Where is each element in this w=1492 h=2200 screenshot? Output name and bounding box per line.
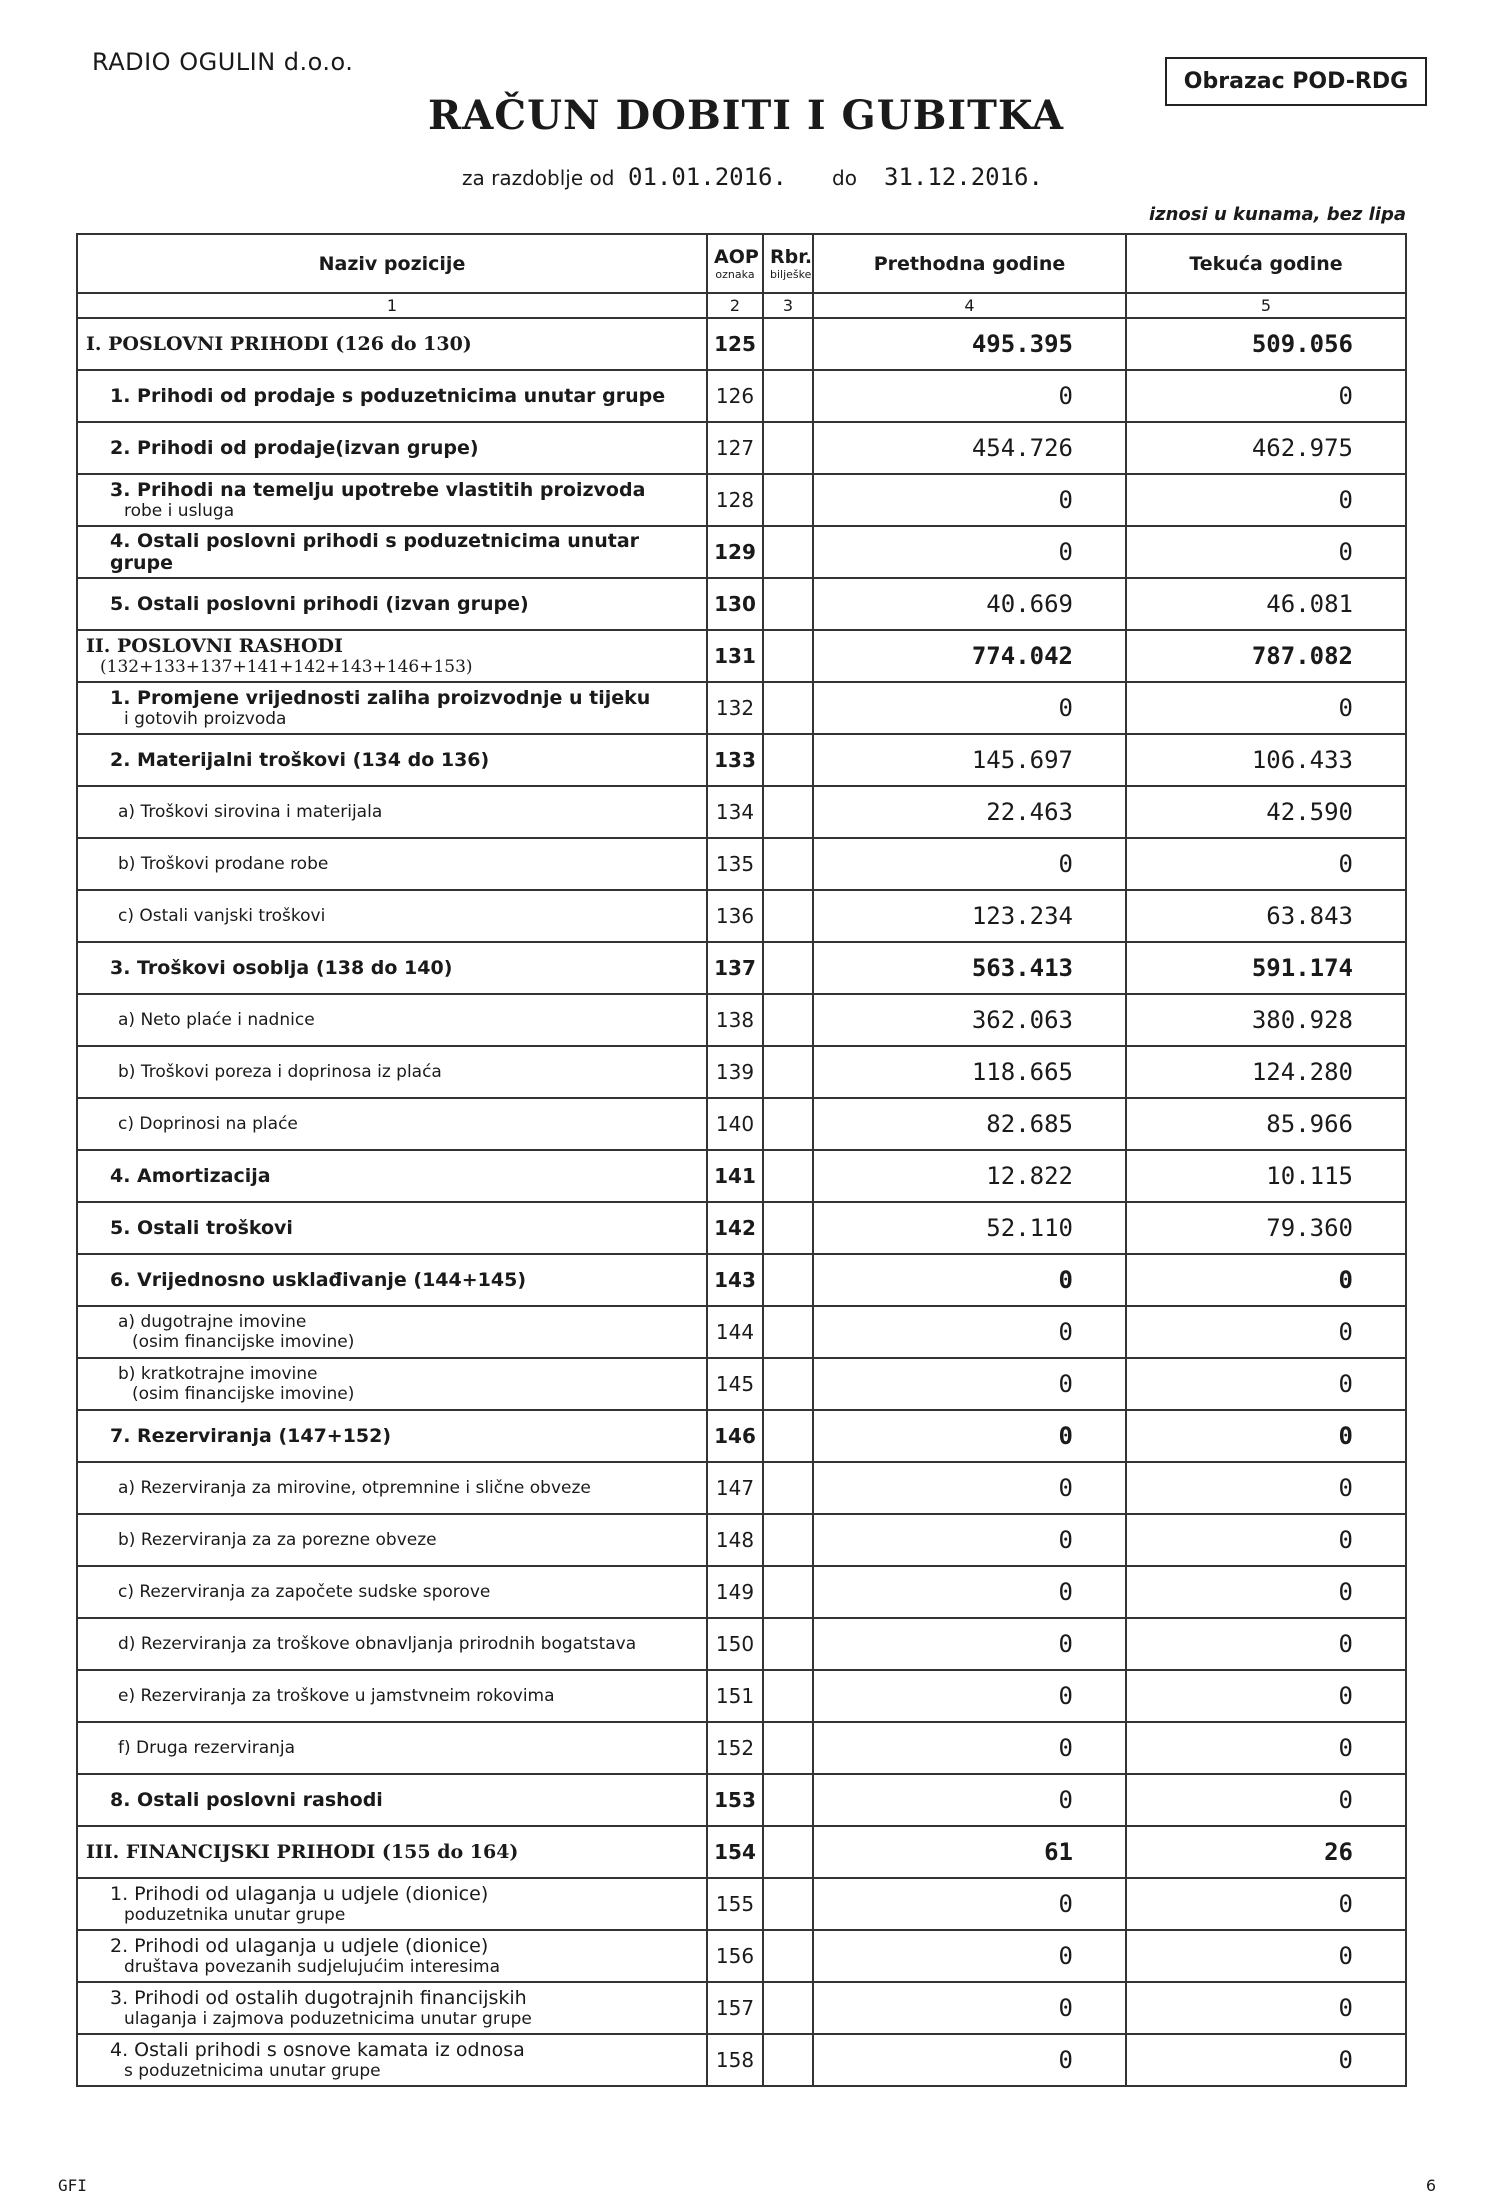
table-row [77,1930,1406,1982]
position-name [77,1826,707,1878]
position-name-line1: 8. Ostali poslovni rashodi [110,1789,383,1811]
prev-year-value: 145.697 [813,734,1126,786]
aop-code: 126 [707,370,763,422]
note-number [763,1254,813,1306]
position-name [77,1514,707,1566]
table-row [77,578,1406,630]
aop-code: 142 [707,1202,763,1254]
aop-code: 140 [707,1098,763,1150]
note-number [763,1358,813,1410]
position-name [77,2034,707,2086]
note-number [763,578,813,630]
prev-year-value: 12.822 [813,1150,1126,1202]
position-name-line1: 1. Prihodi od ulaganja u udjele (dionice) [110,1883,489,1905]
table-row [77,1306,1406,1358]
prev-year-value: 0 [813,1982,1126,2034]
curr-year-value: 591.174 [1126,942,1406,994]
position-name [77,1462,707,1514]
position-name-line1: f) Druga rezerviranja [118,1738,296,1758]
table-row [77,526,1406,578]
position-name-line1: III. FINANCIJSKI PRIHODI (155 do 164) [86,1841,519,1863]
position-name [77,942,707,994]
aop-code: 156 [707,1930,763,1982]
aop-code: 141 [707,1150,763,1202]
curr-year-value: 0 [1126,474,1406,526]
period-to-label: do [832,166,857,190]
prev-year-value: 454.726 [813,422,1126,474]
prev-year-value: 22.463 [813,786,1126,838]
note-number [763,1410,813,1462]
position-name [77,1306,707,1358]
note-number [763,1462,813,1514]
curr-year-value: 63.843 [1126,890,1406,942]
position-name [77,1202,707,1254]
curr-year-value: 10.115 [1126,1150,1406,1202]
aop-code: 137 [707,942,763,994]
table-row [77,890,1406,942]
position-name-line1: 5. Ostali poslovni prihodi (izvan grupe) [110,593,529,615]
form-label-box: Obrazac POD-RDG [1165,57,1427,106]
aop-code: 148 [707,1514,763,1566]
note-number [763,1878,813,1930]
prev-year-value: 0 [813,1306,1126,1358]
prev-year-value: 0 [813,1670,1126,1722]
prev-year-value: 0 [813,1722,1126,1774]
col-number-4: 4 [813,293,1126,318]
prev-year-value: 0 [813,370,1126,422]
note-number [763,994,813,1046]
header-curr-year: Tekuća godine [1126,234,1406,293]
table-row [77,2034,1406,2086]
table-row [77,1202,1406,1254]
aop-code: 132 [707,682,763,734]
position-name-line1: 2. Prihodi od prodaje(izvan grupe) [110,437,479,459]
prev-year-value: 563.413 [813,942,1126,994]
table-row [77,370,1406,422]
curr-year-value: 46.081 [1126,578,1406,630]
position-name-line2: (132+133+137+141+142+143+146+153) [100,657,473,677]
prev-year-value: 0 [813,1618,1126,1670]
table-row [77,1254,1406,1306]
table-row [77,474,1406,526]
position-name [77,1930,707,1982]
header-rbr-sub: bilješke [770,268,812,281]
income-statement-table [76,233,1407,2087]
note-number [763,1098,813,1150]
table-row [77,682,1406,734]
note-number [763,1566,813,1618]
position-name-line1: c) Rezerviranja za započete sudske sporove [118,1582,491,1602]
position-name-line2: poduzetnika unutar grupe [124,1905,346,1925]
curr-year-value: 787.082 [1126,630,1406,682]
header-aop [707,234,763,293]
table-row [77,630,1406,682]
note-number [763,526,813,578]
prev-year-value: 40.669 [813,578,1126,630]
note-number [763,682,813,734]
table-row [77,1566,1406,1618]
position-name-line1: 1. Promjene vrijednosti zaliha proizvodnje u tijeku [110,687,651,709]
table-row [77,1098,1406,1150]
note-number [763,1202,813,1254]
aop-code: 136 [707,890,763,942]
header-rbr-label: Rbr. [770,246,813,268]
aop-code: 151 [707,1670,763,1722]
aop-code: 155 [707,1878,763,1930]
note-number [763,318,813,370]
table-row [77,838,1406,890]
aop-code: 133 [707,734,763,786]
aop-code: 130 [707,578,763,630]
aop-code: 152 [707,1722,763,1774]
position-name [77,422,707,474]
col-number-3: 3 [763,293,813,318]
table-row [77,1514,1406,1566]
prev-year-value: 362.063 [813,994,1126,1046]
position-name-line1: a) dugotrajne imovine [118,1312,307,1332]
note-number [763,1826,813,1878]
position-name-line1: 1. Prihodi od prodaje s poduzetnicima unutar grupe [110,385,666,407]
table-row [77,994,1406,1046]
position-name [77,1150,707,1202]
header-name: Naziv pozicije [77,234,707,293]
position-name-line1: 6. Vrijednosno usklađivanje (144+145) [110,1269,526,1291]
curr-year-value: 0 [1126,682,1406,734]
position-name-line1: 3. Troškovi osoblja (138 do 140) [110,957,453,979]
header-rbr [763,234,813,293]
curr-year-value: 85.966 [1126,1098,1406,1150]
note-number [763,1982,813,2034]
curr-year-value: 0 [1126,838,1406,890]
company-name: RADIO OGULIN d.o.o. [92,48,354,76]
col-number-2: 2 [707,293,763,318]
prev-year-value: 0 [813,838,1126,890]
table-row [77,1046,1406,1098]
note-number [763,1306,813,1358]
table-row [77,1878,1406,1930]
prev-year-value: 0 [813,1254,1126,1306]
aop-code: 154 [707,1826,763,1878]
note-number [763,838,813,890]
position-name [77,1982,707,2034]
curr-year-value: 0 [1126,1462,1406,1514]
table-row [77,1774,1406,1826]
position-name [77,734,707,786]
aop-code: 144 [707,1306,763,1358]
position-name-line1: II. POSLOVNI RASHODI [86,635,343,657]
note-number [763,1150,813,1202]
date-to-value: 31.12.2016. [884,163,1043,191]
units-note: iznosi u kunama, bez lipa [1148,204,1406,225]
position-name-line1: 5. Ostali troškovi [110,1217,293,1239]
curr-year-value: 0 [1126,2034,1406,2086]
table-row [77,734,1406,786]
position-name-line1: b) Troškovi poreza i doprinosa iz plaća [118,1062,442,1082]
curr-year-value: 509.056 [1126,318,1406,370]
note-number [763,1670,813,1722]
curr-year-value: 0 [1126,1566,1406,1618]
curr-year-value: 106.433 [1126,734,1406,786]
position-name [77,786,707,838]
table-row [77,786,1406,838]
footer-page-number: 6 [1425,2176,1436,2195]
aop-code: 146 [707,1410,763,1462]
position-name-line1: 3. Prihodi od ostalih dugotrajnih financijskih [110,1987,527,2009]
curr-year-value: 0 [1126,370,1406,422]
position-name [77,1774,707,1826]
position-name [77,1566,707,1618]
table-row [77,422,1406,474]
table-row [77,1826,1406,1878]
prev-year-value: 495.395 [813,318,1126,370]
note-number [763,1722,813,1774]
position-name [77,890,707,942]
table-row [77,318,1406,370]
position-name [77,578,707,630]
position-name-line1: b) kratkotrajne imovine [118,1364,318,1384]
curr-year-value: 124.280 [1126,1046,1406,1098]
curr-year-value: 0 [1126,1878,1406,1930]
curr-year-value: 462.975 [1126,422,1406,474]
note-number [763,370,813,422]
curr-year-value: 0 [1126,1358,1406,1410]
table-row [77,1462,1406,1514]
curr-year-value: 0 [1126,526,1406,578]
position-name [77,1254,707,1306]
aop-code: 149 [707,1566,763,1618]
curr-year-value: 0 [1126,1670,1406,1722]
position-name-line1: 4. Ostali poslovni prihodi s poduzetnicima unutar grupe [110,530,640,574]
table-row [77,1722,1406,1774]
period-label: za razdoblje od [462,166,615,190]
position-name [77,1358,707,1410]
note-number [763,786,813,838]
position-name [77,474,707,526]
prev-year-value: 61 [813,1826,1126,1878]
position-name [77,838,707,890]
prev-year-value: 123.234 [813,890,1126,942]
note-number [763,630,813,682]
position-name [77,1098,707,1150]
note-number [763,942,813,994]
position-name-line1: 4. Amortizacija [110,1165,271,1187]
note-number [763,890,813,942]
prev-year-value: 52.110 [813,1202,1126,1254]
aop-code: 139 [707,1046,763,1098]
aop-code: 150 [707,1618,763,1670]
position-name-line1: I. POSLOVNI PRIHODI (126 do 130) [86,333,472,355]
table-row [77,942,1406,994]
curr-year-value: 0 [1126,1982,1406,2034]
note-number [763,1514,813,1566]
position-name [77,1046,707,1098]
prev-year-value: 0 [813,1566,1126,1618]
aop-code: 134 [707,786,763,838]
prev-year-value: 774.042 [813,630,1126,682]
col-number-1: 1 [77,293,707,318]
position-name [77,630,707,682]
position-name-line2: robe i usluga [124,501,235,521]
position-name [77,1878,707,1930]
prev-year-value: 0 [813,1462,1126,1514]
position-name [77,370,707,422]
position-name [77,1410,707,1462]
prev-year-value: 0 [813,474,1126,526]
note-number [763,1618,813,1670]
position-name [77,526,707,578]
position-name-line2: (osim financijske imovine) [132,1332,355,1352]
aop-code: 128 [707,474,763,526]
aop-code: 143 [707,1254,763,1306]
prev-year-value: 0 [813,1930,1126,1982]
position-name-line1: 3. Prihodi na temelju upotrebe vlastitih proizvoda [110,479,646,501]
aop-code: 158 [707,2034,763,2086]
position-name-line2: i gotovih proizvoda [124,709,287,729]
position-name-line1: 2. Materijalni troškovi (134 do 136) [110,749,490,771]
position-name-line2: društava povezanih sudjelujućim interesima [124,1957,500,1977]
prev-year-value: 0 [813,1410,1126,1462]
curr-year-value: 0 [1126,1618,1406,1670]
position-name-line1: b) Rezerviranja za za porezne obveze [118,1530,437,1550]
position-name-line2: s poduzetnicima unutar grupe [124,2061,381,2081]
prev-year-value: 0 [813,526,1126,578]
position-name [77,1722,707,1774]
prev-year-value: 0 [813,682,1126,734]
curr-year-value: 0 [1126,1514,1406,1566]
position-name [77,318,707,370]
curr-year-value: 0 [1126,1254,1406,1306]
position-name-line1: 2. Prihodi od ulaganja u udjele (dionice) [110,1935,489,1957]
aop-code: 147 [707,1462,763,1514]
curr-year-value: 42.590 [1126,786,1406,838]
curr-year-value: 380.928 [1126,994,1406,1046]
position-name-line1: c) Ostali vanjski troškovi [118,906,326,926]
col-number-5: 5 [1126,293,1406,318]
curr-year-value: 79.360 [1126,1202,1406,1254]
note-number [763,1046,813,1098]
table-row [77,1618,1406,1670]
header-prev-year: Prethodna godine [813,234,1126,293]
note-number [763,734,813,786]
date-from-value: 01.01.2016. [628,163,787,191]
note-number [763,422,813,474]
curr-year-value: 0 [1126,1774,1406,1826]
prev-year-value: 0 [813,2034,1126,2086]
prev-year-value: 0 [813,1774,1126,1826]
position-name [77,1670,707,1722]
prev-year-value: 0 [813,1514,1126,1566]
header-aop-sub: oznaka [715,268,755,281]
position-name-line1: a) Neto plaće i nadnice [118,1010,315,1030]
position-name-line1: a) Troškovi sirovina i materijala [118,802,383,822]
note-number [763,2034,813,2086]
note-number [763,1930,813,1982]
prev-year-value: 0 [813,1878,1126,1930]
position-name [77,682,707,734]
aop-code: 157 [707,1982,763,2034]
aop-code: 138 [707,994,763,1046]
table-row [77,1670,1406,1722]
aop-code: 129 [707,526,763,578]
prev-year-value: 82.685 [813,1098,1126,1150]
aop-code: 135 [707,838,763,890]
position-name-line1: c) Doprinosi na plaće [118,1114,298,1134]
aop-code: 145 [707,1358,763,1410]
note-number [763,474,813,526]
aop-code: 131 [707,630,763,682]
footer-form-code: GFI [58,2176,87,2195]
table-row [77,1358,1406,1410]
position-name-line1: b) Troškovi prodane robe [118,854,329,874]
curr-year-value: 0 [1126,1410,1406,1462]
date-to [884,163,1043,191]
document-title: RAČUN DOBITI I GUBITKA [427,92,1065,139]
position-name-line1: d) Rezerviranja za troškove obnavljanja prirodnih bogatstava [118,1634,637,1654]
position-name-line1: 7. Rezerviranja (147+152) [110,1425,392,1447]
table-row [77,1410,1406,1462]
position-name [77,1618,707,1670]
prev-year-value: 0 [813,1358,1126,1410]
position-name-line1: e) Rezerviranja za troškove u jamstvneim rokovima [118,1686,555,1706]
curr-year-value: 0 [1126,1306,1406,1358]
position-name-line2: ulaganja i zajmova poduzetnicima unutar grupe [124,2009,532,2029]
aop-code: 127 [707,422,763,474]
curr-year-value: 0 [1126,1722,1406,1774]
position-name [77,994,707,1046]
table-row [77,1982,1406,2034]
curr-year-value: 0 [1126,1930,1406,1982]
prev-year-value: 118.665 [813,1046,1126,1098]
position-name-line1: a) Rezerviranja za mirovine, otpremnine i slične obveze [118,1478,591,1498]
date-from [628,163,787,191]
header-aop-label: AOP [714,246,759,268]
aop-code: 125 [707,318,763,370]
position-name-line2: (osim financijske imovine) [132,1384,355,1404]
note-number [763,1774,813,1826]
curr-year-value: 26 [1126,1826,1406,1878]
position-name-line1: 4. Ostali prihodi s osnove kamata iz odnosa [110,2039,525,2061]
table-row [77,1150,1406,1202]
aop-code: 153 [707,1774,763,1826]
